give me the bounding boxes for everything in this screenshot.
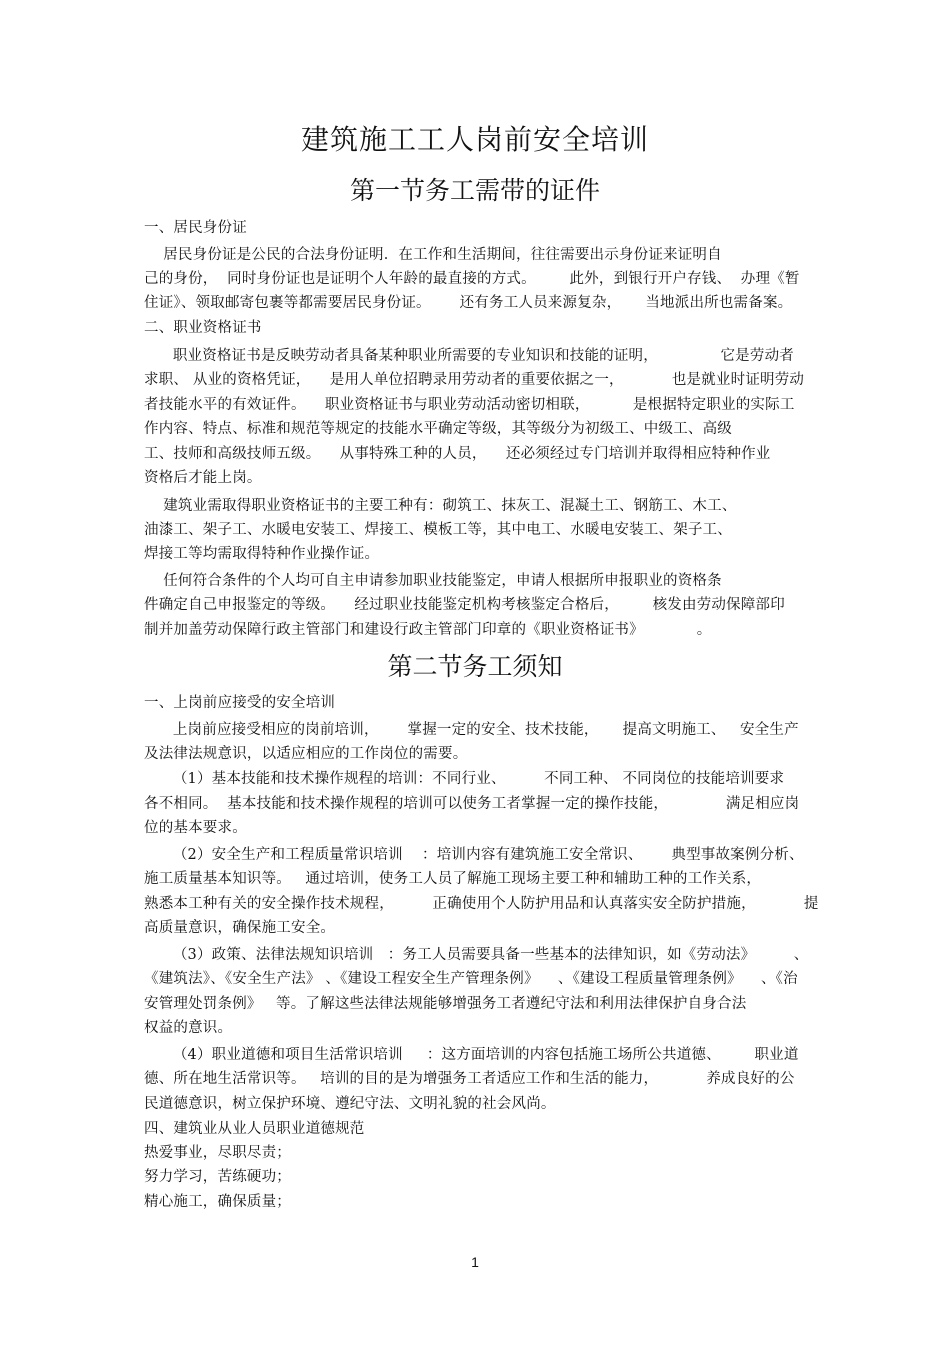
paragraph-line: （4）职业道德和项目生活常识培训 ：这方面培训的内容包括施工场所公共道德、 职业道 bbox=[144, 1047, 799, 1063]
paragraph-line: 《建筑法》、《安全生产法》 、《建设工程安全生产管理条例》 、《建设工程质量管理条例》 、《治 bbox=[144, 971, 798, 987]
paragraph-line: 施工质量基本知识等。 通过培训，使务工人员了解施工现场主要工种和辅助工种的工作关系， bbox=[144, 871, 762, 887]
paragraph-line: 高质量意识，确保施工安全。 bbox=[144, 920, 336, 936]
list-item: 努力学习，苦练硬功； bbox=[144, 1169, 291, 1185]
heading-id-card: 一、居民身份证 bbox=[144, 220, 247, 236]
heading-professional-ethics: 四、建筑业从业人员职业道德规范 bbox=[144, 1121, 365, 1137]
paragraph-line: 居民身份证是公民的合法身份证明．在工作和生活期间，往往需要出示身份证来证明自 bbox=[144, 247, 722, 263]
paragraph-line: （1）基本技能和技术操作规程的培训：不同行业、 不同工种、 不同岗位的技能培训要求 bbox=[144, 771, 785, 787]
paragraph-line: 安管理处罚条例》 等。了解这些法律法规能够增强务工者遵纪守法和利用法律保护自身合法 bbox=[144, 996, 747, 1012]
paragraph-line: 建筑业需取得职业资格证书的主要工种有：砌筑工、抹灰工、混凝土工、钢筋工、木工、 bbox=[144, 498, 737, 514]
paragraph-line: 油漆工、架子工、水暖电安装工、焊接工、模板工等，其中电工、水暖电安装工、架子工、 bbox=[144, 522, 732, 538]
paragraph-line: 熟悉本工种有关的安全操作技术规程， 正确使用个人防护用品和认真落实安全防护措施， 提 bbox=[144, 896, 819, 912]
page-number: 1 bbox=[471, 1254, 479, 1270]
paragraph-line: 焊接工等均需取得特种作业操作证。 bbox=[144, 546, 380, 562]
paragraph-line: （3）政策、法律法规知识培训 ：务工人员需要具备一些基本的法律知识，如《劳动法》 、 bbox=[144, 947, 809, 963]
paragraph-line: 求职、 从业的资格凭证， 是用人单位招聘录用劳动者的重要依据之一， 也是就业时证明劳动 bbox=[144, 372, 805, 388]
paragraph-line: 德、所在地生活常识等。 培训的目的是为增强务工者适应工作和生活的能力， 养成良好的公 bbox=[144, 1071, 795, 1087]
section-2-title: 第二节务工须知 bbox=[387, 652, 563, 681]
heading-qualification-certificate: 二、职业资格证书 bbox=[144, 320, 262, 336]
paragraph-line: 作内容、特点、标准和规范等规定的技能水平确定等级，其等级分为初级工、中级工、高级 bbox=[144, 421, 732, 437]
paragraph-line: 位的基本要求。 bbox=[144, 820, 247, 836]
list-item: 热爱事业，尽职尽责； bbox=[144, 1145, 291, 1161]
paragraph-line: 制并加盖劳动保障行政主管部门和建设行政主管部门印章的《职业资格证书》 。 bbox=[144, 622, 712, 638]
paragraph-line: 上岗前应接受相应的岗前培训， 掌握一定的安全、技术技能， 提高文明施工、 安全生产 bbox=[144, 722, 799, 738]
list-item: 精心施工，确保质量； bbox=[144, 1194, 291, 1210]
paragraph-line: 权益的意识。 bbox=[144, 1020, 233, 1036]
paragraph-line: 职业资格证书是反映劳动者具备某种职业所需要的专业知识和技能的证明， 它是劳动者 bbox=[144, 348, 794, 364]
paragraph-line: 及法律法规意识，以适应相应的工作岗位的需要。 bbox=[144, 746, 468, 762]
paragraph-line: 住证》、领取邮寄包裹等都需要居民身份证。 还有务工人员来源复杂， 当地派出所也需备案。 bbox=[144, 295, 793, 311]
paragraph-line: 民道德意识，树立保护环境、遵纪守法、文明礼貌的社会风尚。 bbox=[144, 1096, 556, 1112]
paragraph-line: （2）安全生产和工程质量常识培训 ：培训内容有建筑施工安全常识、 典型事故案例分析、 bbox=[144, 847, 804, 863]
paragraph-line: 各不相同。 基本技能和技术操作规程的培训可以使务工者掌握一定的操作技能， 满足相应岗 bbox=[144, 796, 800, 812]
paragraph-line: 工、技师和高级技师五级。 从事特殊工种的人员， 还必须经过专门培训并取得相应特种作业 bbox=[144, 446, 771, 462]
paragraph-line: 任何符合条件的个人均可自主申请参加职业技能鉴定，申请人根据所申报职业的资格条 bbox=[144, 573, 722, 589]
paragraph-line: 者技能水平的有效证件。 职业资格证书与职业劳动活动密切相联， 是根据特定职业的实际工 bbox=[144, 397, 795, 413]
paragraph-line: 件确定自己申报鉴定的等级。 经过职业技能鉴定机构考核鉴定合格后， 核发由劳动保障部印 bbox=[144, 597, 785, 613]
paragraph-line: 己的身份， 同时身份证也是证明个人年龄的最直接的方式。 此外，到银行开户存钱、 办理《暂 bbox=[144, 271, 800, 287]
document-title: 建筑施工工人岗前安全培训 bbox=[300, 123, 649, 156]
paragraph-line: 资格后才能上岗。 bbox=[144, 470, 262, 486]
heading-pre-job-training: 一、上岗前应接受的安全培训 bbox=[144, 695, 336, 711]
section-1-title: 第一节务工需带的证件 bbox=[349, 176, 600, 205]
